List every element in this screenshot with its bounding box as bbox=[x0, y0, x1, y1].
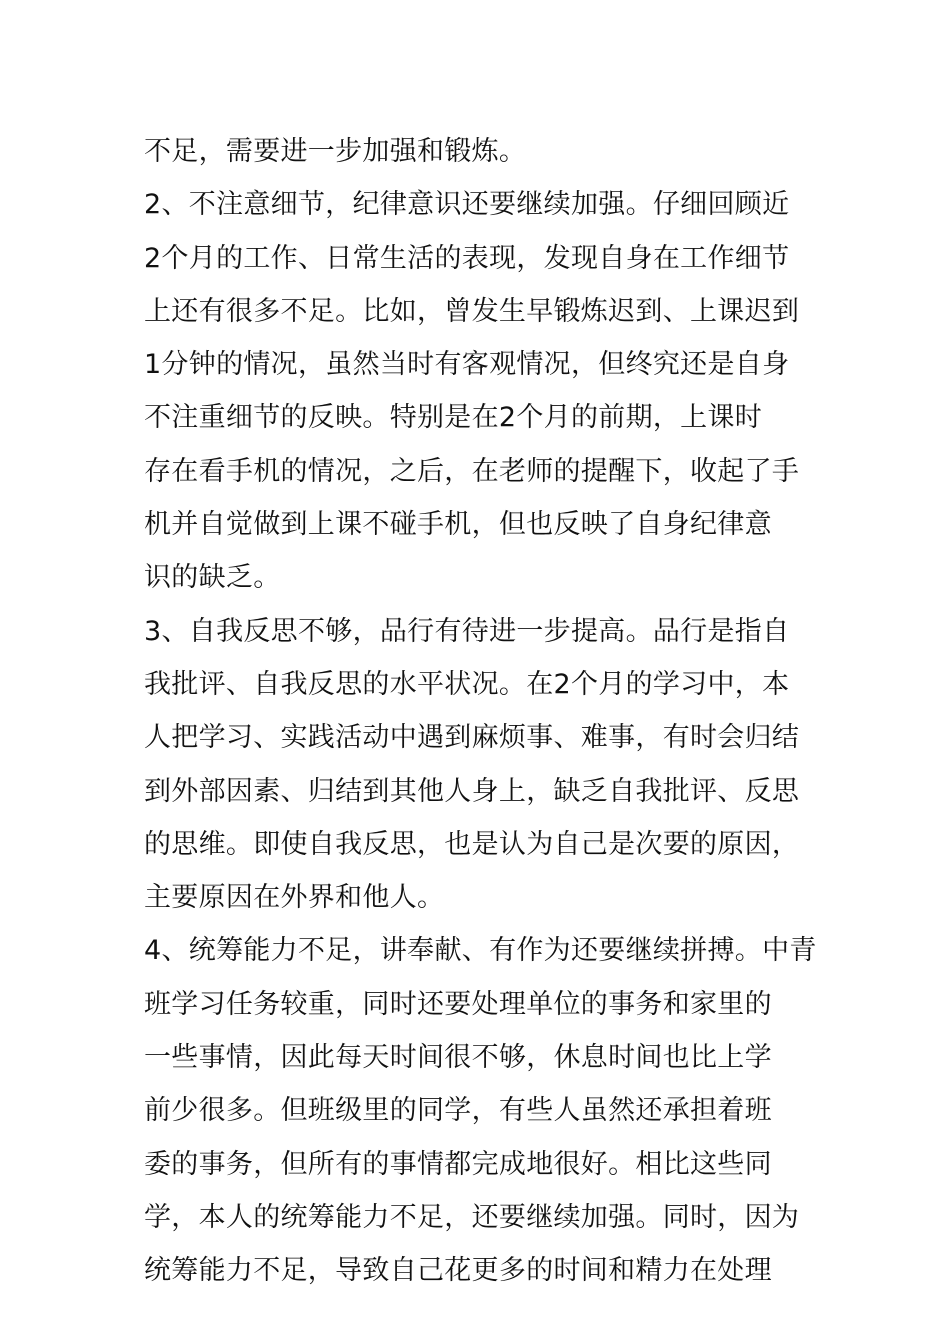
text-line: 4、统筹能力不足，讲奉献、有作为还要继续拼搏。中青 bbox=[144, 935, 817, 967]
text-line: 机并自觉做到上课不碰手机，但也反映了自身纪律意 bbox=[144, 509, 772, 541]
text-line: 人把学习、实践活动中遇到麻烦事、难事，有时会归结 bbox=[144, 722, 800, 754]
text-line: 2、不注意细节，纪律意识还要继续加强。仔细回顾近 bbox=[144, 189, 790, 221]
text-line: 1分钟的情况，虽然当时有客观情况，但终究还是自身 bbox=[144, 349, 790, 381]
text-line: 上还有很多不足。比如，曾发生早锻炼迟到、上课迟到 bbox=[144, 295, 800, 327]
body-text bbox=[144, 125, 817, 1298]
text-line: 到外部因素、归结到其他人身上，缺乏自我批评、反思 bbox=[144, 775, 800, 807]
text-line: 的思维。即使自我反思，也是认为自己是次要的原因， bbox=[144, 828, 800, 860]
text-line: 学，本人的统筹能力不足，还要继续加强。同时，因为 bbox=[144, 1201, 800, 1233]
text-line: 存在看手机的情况，之后，在老师的提醒下，收起了手 bbox=[144, 455, 800, 487]
text-line: 2个月的工作、日常生活的表现，发现自身在工作细节 bbox=[144, 242, 790, 274]
text-line: 我批评、自我反思的水平状况。在2个月的学习中，本 bbox=[144, 668, 790, 700]
text-line: 3、自我反思不够，品行有待进一步提高。品行是指自 bbox=[144, 615, 790, 647]
text-line: 委的事务，但所有的事情都完成地很好。相比这些同 bbox=[144, 1148, 772, 1180]
text-line: 班学习任务较重，同时还要处理单位的事务和家里的 bbox=[144, 988, 772, 1020]
text-line: 识的缺乏。 bbox=[144, 562, 281, 594]
text-line: 前少很多。但班级里的同学，有些人虽然还承担着班 bbox=[144, 1095, 772, 1127]
text-line: 主要原因在外界和他人。 bbox=[144, 882, 445, 914]
text-line: 不注重细节的反映。特别是在2个月的前期，上课时 bbox=[144, 402, 763, 434]
text-line: 统筹能力不足，导致自己花更多的时间和精力在处理 bbox=[144, 1255, 772, 1287]
text-line: 不足，需要进一步加强和锻炼。 bbox=[144, 136, 527, 167]
text-line: 一些事情，因此每天时间很不够，休息时间也比上学 bbox=[144, 1042, 772, 1074]
